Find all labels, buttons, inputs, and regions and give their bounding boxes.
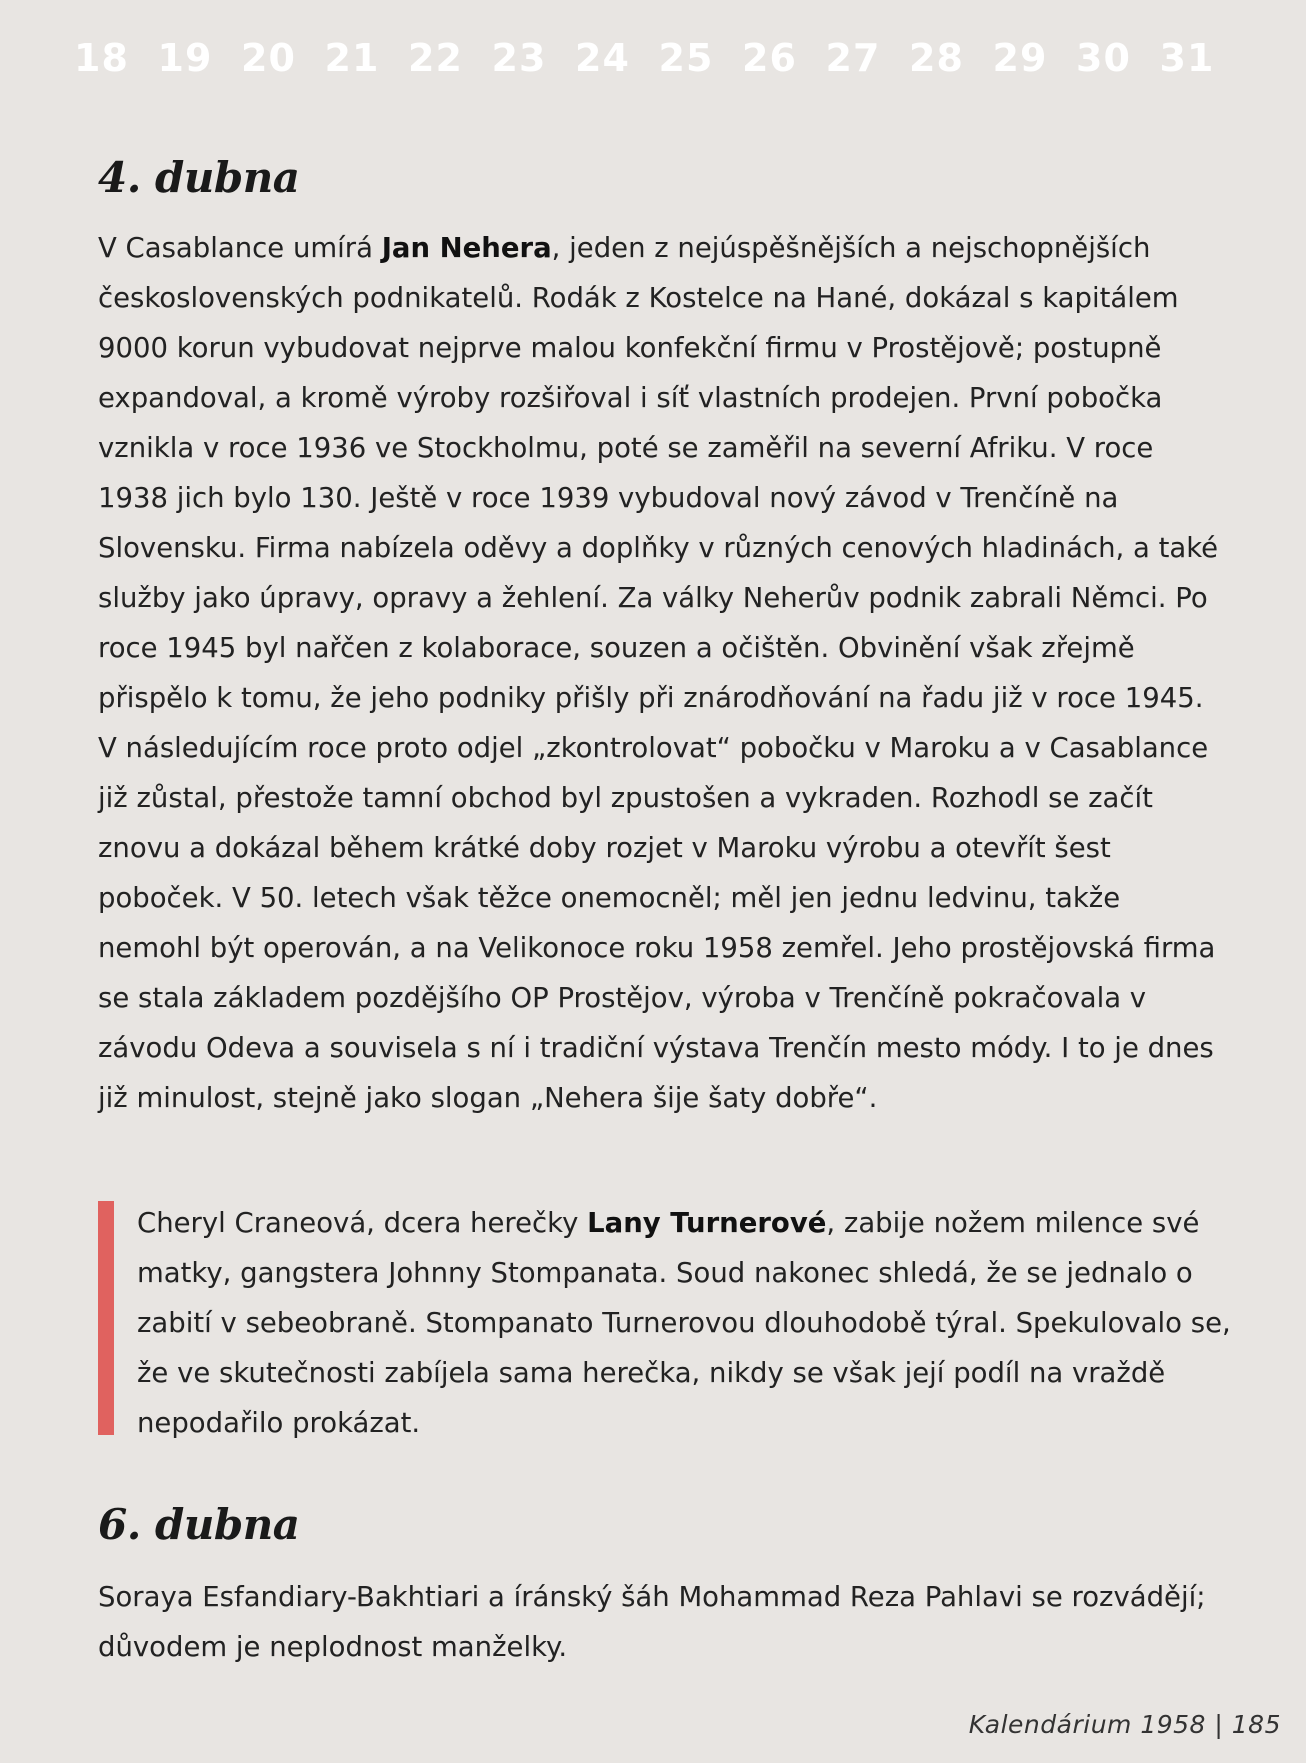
accent-bar bbox=[98, 1201, 114, 1435]
date-number: 26 bbox=[742, 36, 797, 80]
person-name: Jan Nehera bbox=[381, 232, 552, 264]
body-text: V Casablance umírá bbox=[98, 232, 382, 264]
date-number: 21 bbox=[324, 36, 380, 80]
body-text: , jeden z nejúspěšnějších a nejschopnějších československých podnikatelů. Rodák z Kostelce na Hané, dokázal s kapitálem 9000 korun vybudovat nejprve malou konfekční firmu v Prostějově; postupně expandoval, a kromě výroby rozšiřoval i síť vlastních prodejen. První pobočka vznikla v roce 1936 ve Stockholmu, poté se zaměřil na severní Afriku. V roce 1938 jich bylo 130. Ještě v roce 1939 vybudoval nový závod v Trenčíně na Slovensku. Firma nabízela oděvy a doplňky v různých cenových hladinách, a také služby jako úpravy, opravy a žehlení. Za války Neherův podnik zabrali Němci. Po roce 1945 byl nařčen z kolaborace, souzen a očištěn. Obvinění však zřejmě přispělo k tomu, že jeho podniky přišly při znárodňování na řadu již v roce 1945. V následujícím roce proto odjel „zkontrolovat“ pobočku v Maroku a v Casablance již zůstal, přestože tamní obchod byl zpustošen a vykraden. Rozhodl se začít znovu a dokázal během krátké doby rozjet v Maroku výrobu a otevřít šest poboček. V 50. letech však těžce onemocněl; měl jen jednu ledvinu, takže nemohl být operován, a na Velikonoce roku 1958 zemřel. Jeho prostějovská firma se stala základem pozdějšího OP Prostějov, výroba v Trenčíně pokračovala v závodu Odeva a souvisela s ní i tradiční výstava Trenčín mesto módy. I to je dnes již minulost, stejně jako slogan „Nehera šije šaty dobře“. bbox=[98, 232, 1219, 1114]
date-number: 30 bbox=[1076, 36, 1131, 80]
highlight-aside bbox=[98, 1201, 1238, 1439]
person-name: Lany Turnerové bbox=[587, 1207, 827, 1239]
date-number: 20 bbox=[241, 36, 296, 80]
entry-heading-april-4: 4. dubna bbox=[98, 153, 300, 202]
body-text: , zabije nožem milence své matky, gangstera Johnny Stompanata. Soud nakonec shledá, že se jednalo o zabití v sebeobraně. Stompanato Turnerovou dlouhodobě týral. Spekulovalo se, že ve skutečnosti zabíjela sama herečka, nikdy se však její podíl na vraždě nepodařilo prokázat. bbox=[137, 1207, 1231, 1439]
entry-body-april-6: Soraya Esfandiary-Bakhtiari a íránský šáh Mohammad Reza Pahlavi se rozvádějí; důvodem je neplodnost manželky. bbox=[98, 1581, 1206, 1663]
date-number: 27 bbox=[825, 36, 881, 80]
date-number: 18 bbox=[74, 36, 129, 80]
body-text: Cheryl Craneová, dcera herečky bbox=[137, 1207, 588, 1239]
date-number: 19 bbox=[157, 36, 213, 80]
date-number: 31 bbox=[1159, 36, 1215, 80]
entry-heading-april-6: 6. dubna bbox=[98, 1500, 300, 1549]
date-number: 22 bbox=[408, 36, 463, 80]
date-number: 29 bbox=[992, 36, 1048, 80]
date-strip bbox=[74, 36, 1243, 80]
aside-text bbox=[137, 1198, 1237, 1448]
date-number: 28 bbox=[909, 36, 964, 80]
page-footer: Kalendárium 1958 | 185 bbox=[968, 1710, 1281, 1739]
date-number: 25 bbox=[658, 36, 714, 80]
date-number: 23 bbox=[491, 36, 547, 80]
date-number: 24 bbox=[575, 36, 630, 80]
entry-body-april-4 bbox=[98, 223, 1228, 1123]
